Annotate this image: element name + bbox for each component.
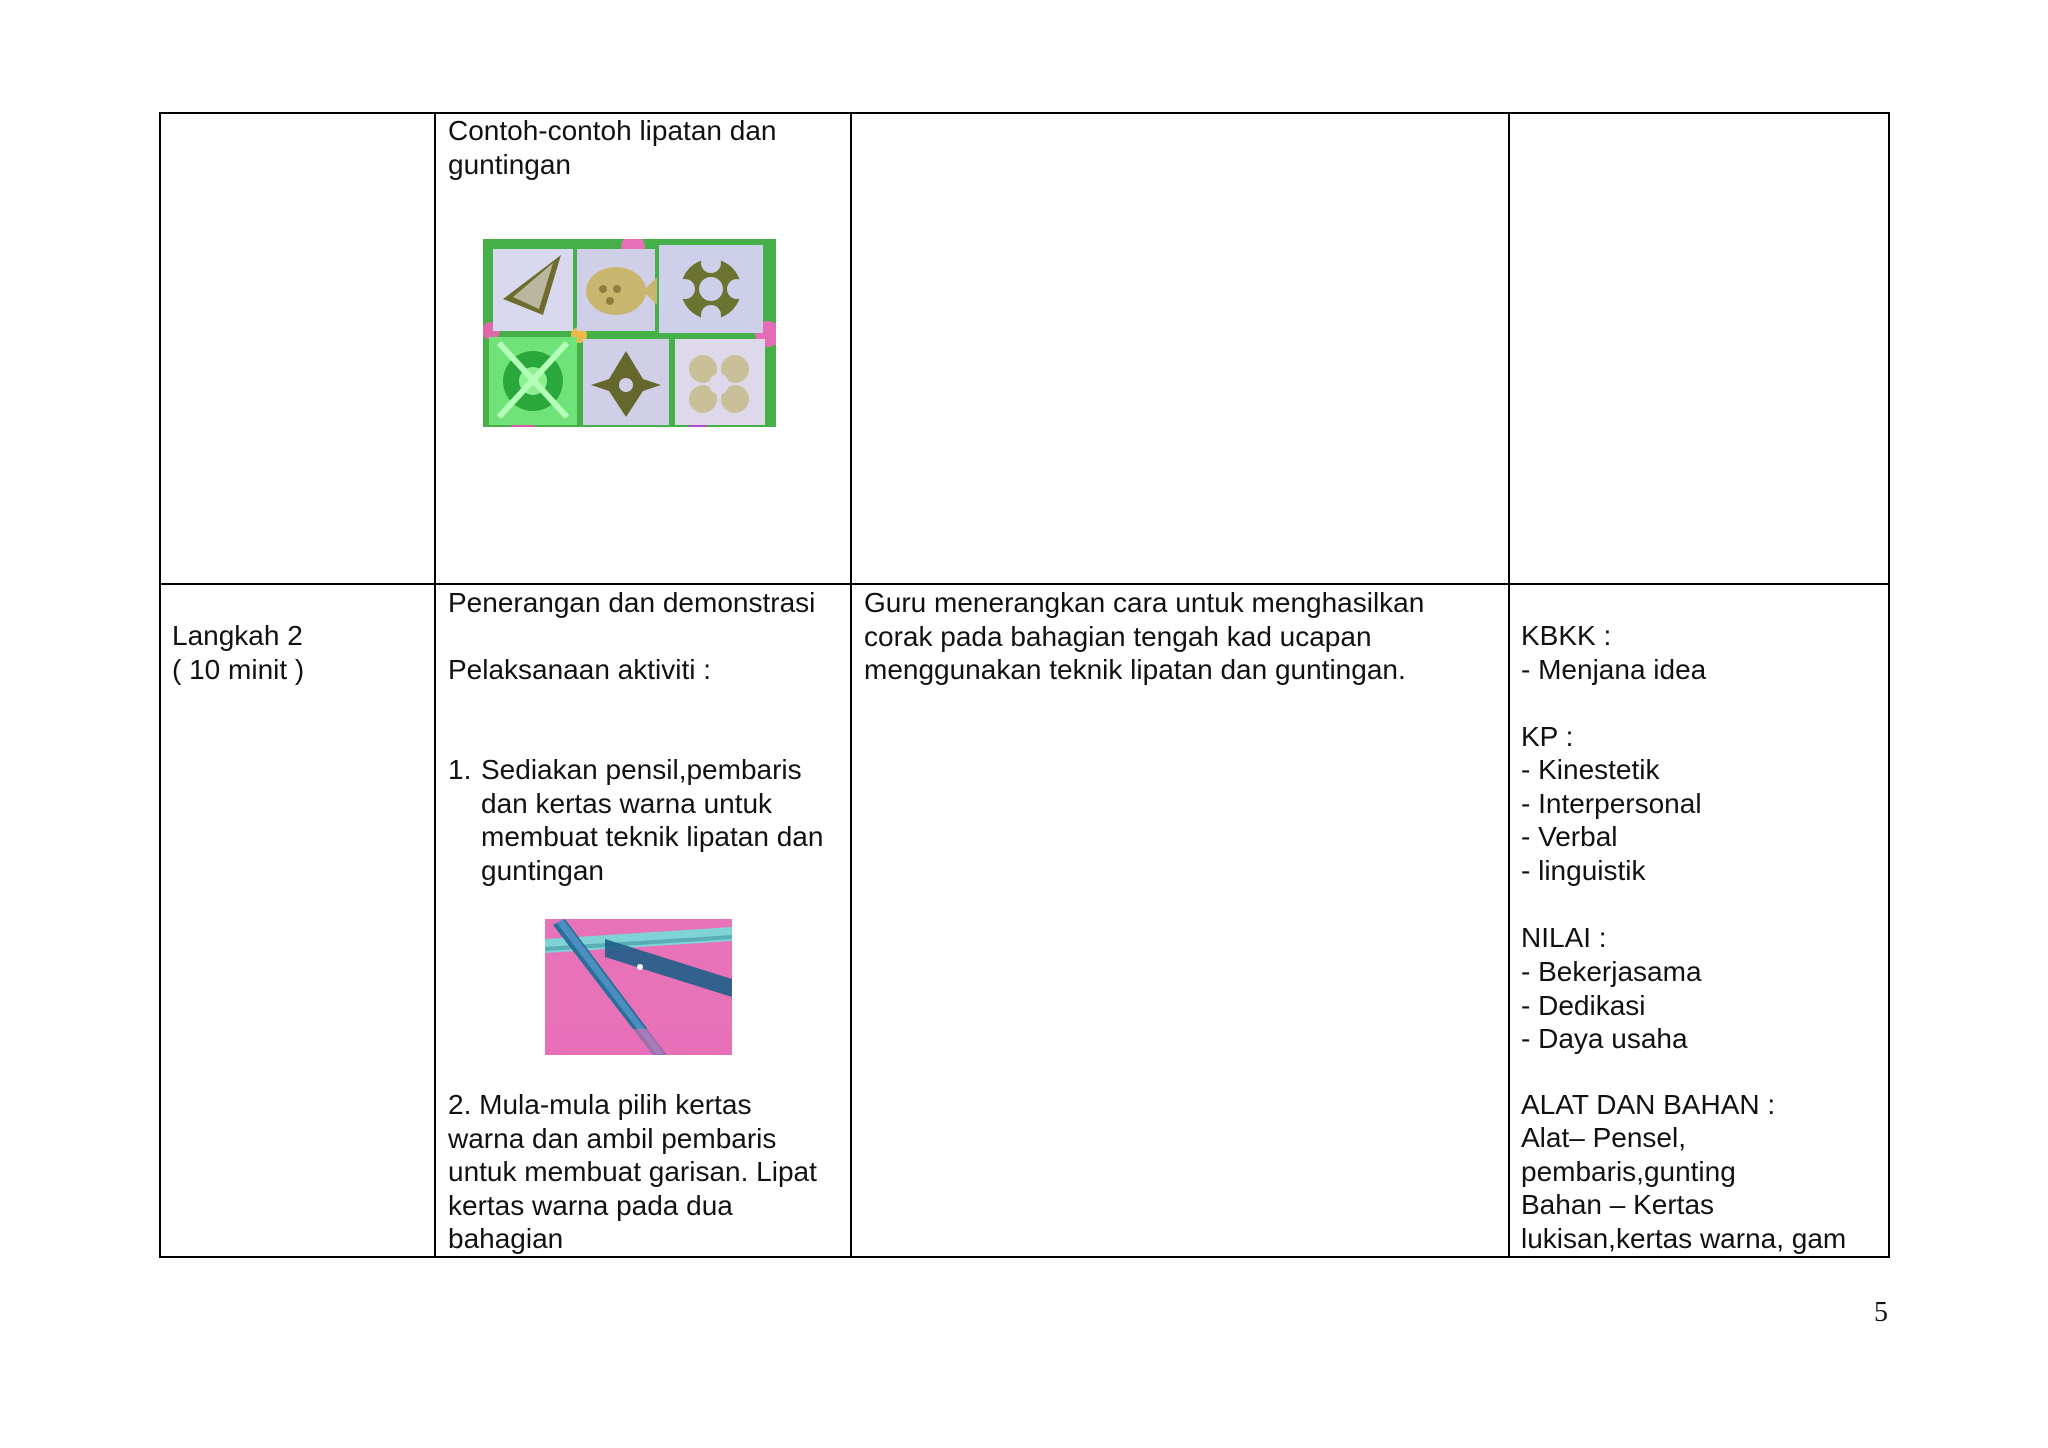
alat-bahan-items: Alat– Pensel, pembaris,gunting Bahan – Kertas lukisan,kertas warna, gam (1521, 1122, 1847, 1254)
nilai-items: - Bekerjasama - Dedikasi - Daya usaha (1521, 956, 1702, 1054)
table-column-divider-1 (434, 112, 436, 1258)
step2-text: 2. Mula-mula pilih kertas warna dan ambil pembaris untuk membuat garisan. Lipat kertas warna pada dua bahagian (448, 1089, 817, 1254)
step1-number: 1. (448, 754, 472, 785)
kbkk-items: - Menjana idea (1521, 654, 1707, 685)
kbkk-label: KBKK : (1521, 620, 1612, 651)
table-column-divider-2 (850, 112, 852, 1258)
step1-text: Sediakan pensil,pembaris dan kertas warna untuk membuat teknik lipatan dan guntingan (481, 754, 824, 886)
table-border-bottom (159, 1256, 1890, 1258)
kp-label: KP : (1521, 721, 1574, 752)
nilai-label: NILAI : (1521, 922, 1607, 953)
teacher-explanation: Guru menerangkan cara untuk menghasilkan corak pada bahagian tengah kad ucapan menggunakan teknik lipatan dan guntingan. (864, 587, 1425, 685)
table-border-left (159, 112, 161, 1258)
table-border-top (159, 112, 1890, 114)
table-column-divider-3 (1508, 112, 1510, 1258)
step-label: Langkah 2 ( 10 minit ) (172, 620, 305, 685)
row1-examples-caption: Contoh-contoh lipatan dan guntingan (448, 115, 777, 180)
page-number: 5 (1874, 1297, 1888, 1328)
table-border-right (1888, 112, 1890, 1258)
alat-bahan-label: ALAT DAN BAHAN : (1521, 1089, 1776, 1120)
table-row-divider (159, 583, 1890, 585)
activity-heading: Pelaksanaan aktiviti : (448, 654, 712, 685)
pencil-ruler-image (545, 919, 732, 1055)
method-title: Penerangan dan demonstrasi (448, 587, 816, 618)
folded-paper-examples-image (483, 239, 776, 427)
kp-items: - Kinestetik - Interpersonal - Verbal - linguistik (1521, 754, 1702, 886)
